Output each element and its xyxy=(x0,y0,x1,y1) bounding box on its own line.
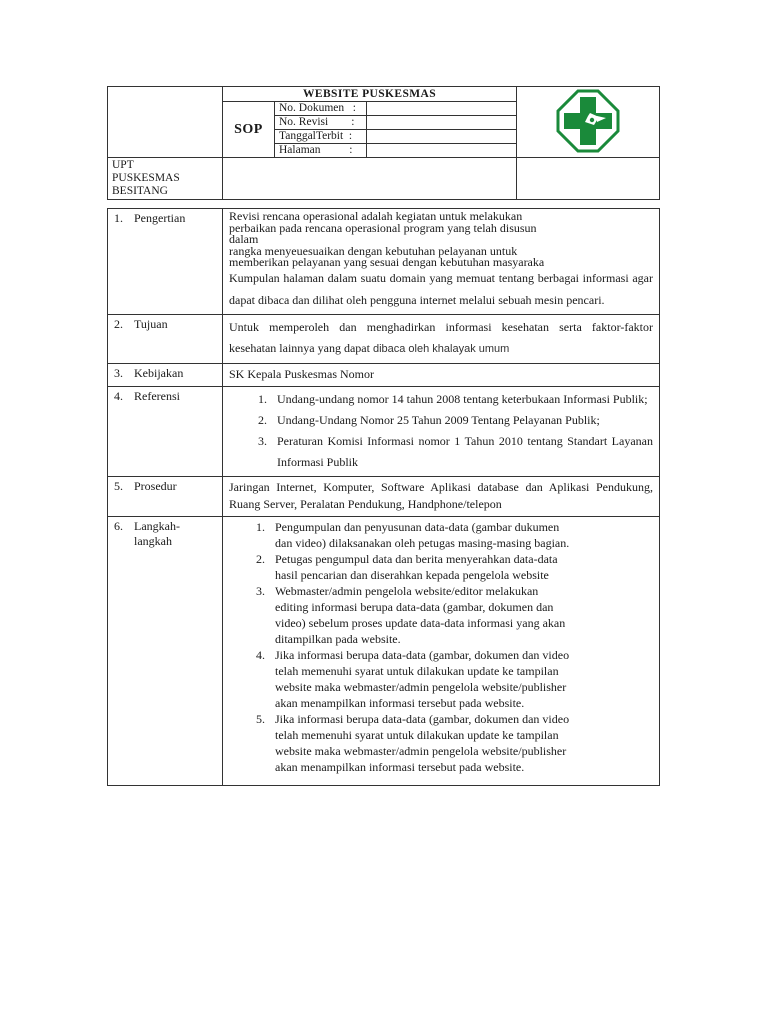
meta-value-cell xyxy=(367,102,517,116)
logo-blank-cell xyxy=(517,158,660,200)
unit-line: BESITANG xyxy=(112,185,168,197)
section-number: 5. xyxy=(114,478,123,493)
section-number: 3. xyxy=(114,365,123,380)
list-text: Undang-Undang Nomor 25 Tahun 2009 Tentang Pelayanan Publik; xyxy=(277,412,600,427)
tujuan-text xyxy=(223,314,660,363)
unit-line: PUSKESMAS xyxy=(112,172,180,184)
section-tujuan xyxy=(108,314,660,363)
section-number: 4. xyxy=(114,388,123,403)
section-number: 2. xyxy=(114,316,123,331)
text-line: perbaikan pada rencana operasional program yang telah disusun xyxy=(229,220,537,235)
langkah-list xyxy=(229,519,653,775)
list-item xyxy=(229,410,653,431)
list-number: 1. xyxy=(256,519,265,534)
list-item xyxy=(229,551,653,583)
list-item xyxy=(229,711,653,775)
pengertian-text-block xyxy=(229,211,653,269)
section-prosedur xyxy=(108,476,660,516)
list-item xyxy=(229,647,653,711)
section-number: 6. xyxy=(114,518,123,533)
list-text: Petugas pengumpul data dan berita menyerahkan data-data hasil pencarian dan diserahkan kepada pengelola website xyxy=(275,551,558,582)
list-number: 2. xyxy=(256,551,265,566)
section-pengertian xyxy=(108,209,660,315)
kebijakan-text: SK Kepala Puskesmas Nomor xyxy=(223,363,660,386)
unit-name xyxy=(108,158,223,200)
sop-header-table xyxy=(107,86,660,200)
tujuan-text-a: Untuk memperoleh dan menghadirkan informasi kesehatan serta faktor-faktor kesehatan lainnya yang dapat xyxy=(229,319,653,355)
meta-value-cell xyxy=(367,144,517,158)
list-item xyxy=(229,389,653,410)
section-label: Prosedur xyxy=(134,478,177,493)
list-text: Webmaster/admin pengelola website/editor melakukan editing informasi berupa data-data (gambar, dokumen dan video) sebelum proses update data-data informasi yang akan ditampilkan pada website. xyxy=(275,583,566,646)
unit-blank-cell xyxy=(223,158,517,200)
referensi-list xyxy=(229,389,653,473)
list-text: Jika informasi berupa data-data (gambar, dokumen dan video telah memenuhi syarat untuk dilakukan update ke tampilan website maka webmaster/admin pengelola website/publisher akan menampilkan informasi tersebut pada website. xyxy=(275,711,570,774)
pengertian-paragraph: Kumpulan halaman dalam suatu domain yang memuat tentang berbagai informasi agar dapat dibaca dan dilihat oleh pengguna internet melalui sebuah mesin pencari. xyxy=(229,270,653,307)
list-number: 5. xyxy=(256,711,265,726)
puskesmas-logo-icon xyxy=(556,89,620,153)
sop-body-table xyxy=(107,208,660,786)
section-label: Referensi xyxy=(134,388,180,403)
sop-label: SOP xyxy=(223,102,275,158)
section-label: Kebijakan xyxy=(134,365,184,380)
prosedur-text: Jaringan Internet, Komputer, Software Aplikasi database dan Aplikasi Pendukung, Ruang Server, Peralatan Pendukung, Handphone/telepon xyxy=(223,476,660,516)
text-line: dalam xyxy=(229,232,259,246)
list-text: Peraturan Komisi Informasi nomor 1 Tahun 2010 tentang Standart Layanan Informasi Publik xyxy=(277,433,653,469)
list-number: 3. xyxy=(256,583,265,598)
list-number: 1. xyxy=(258,391,267,406)
list-text: Jika informasi berupa data-data (gambar, dokumen dan video telah memenuhi syarat untuk dilakukan update ke tampilan website maka webmaster/admin pengelola website/publisher akan menampilkan informasi tersebut pada website. xyxy=(275,647,570,710)
header-blank-cell xyxy=(108,87,223,158)
text-line: memberikan pelayanan yang sesuai dengan kebutuhan masyaraka xyxy=(229,255,545,269)
section-langkah xyxy=(108,516,660,785)
list-text: Pengumpulan dan penyusunan data-data (gambar dukumen dan video) dilaksanakan oleh petugas masing-masing bagian. xyxy=(275,519,570,550)
section-referensi xyxy=(108,386,660,476)
logo-cell xyxy=(517,87,660,158)
meta-value-cell xyxy=(367,116,517,130)
section-kebijakan xyxy=(108,363,660,386)
list-item xyxy=(229,583,653,647)
section-label: Tujuan xyxy=(134,316,168,331)
text-line: Revisi rencana operasional adalah kegiatan untuk melakukan xyxy=(229,209,523,223)
document-title: WEBSITE PUSKESMAS xyxy=(223,87,517,102)
meta-tanggal-terbit: TanggalTerbit : xyxy=(275,130,367,144)
list-text: Undang-undang nomor 14 tahun 2008 tentang keterbukaan Informasi Publik; xyxy=(277,391,648,406)
list-number: 4. xyxy=(256,647,265,662)
list-item xyxy=(229,431,653,473)
meta-value-cell xyxy=(367,130,517,144)
unit-line: UPT xyxy=(112,159,134,171)
meta-no-dokumen: No. Dokumen : xyxy=(275,102,367,116)
section-number: 1. xyxy=(114,211,123,225)
text-line: rangka menyeuesuaikan dengan kebutuhan pelayanan untuk xyxy=(229,243,518,258)
tujuan-text-b: dibaca oleh khalayak umum xyxy=(372,342,510,355)
section-label: Pengertian xyxy=(134,211,186,225)
list-item xyxy=(229,519,653,551)
list-number: 2. xyxy=(258,412,267,427)
meta-halaman: Halaman : xyxy=(275,144,367,158)
list-number: 3. xyxy=(258,433,267,448)
meta-no-revisi: No. Revisi : xyxy=(275,116,367,130)
section-label: langkah xyxy=(134,533,172,548)
section-label: Langkah- xyxy=(134,518,180,533)
